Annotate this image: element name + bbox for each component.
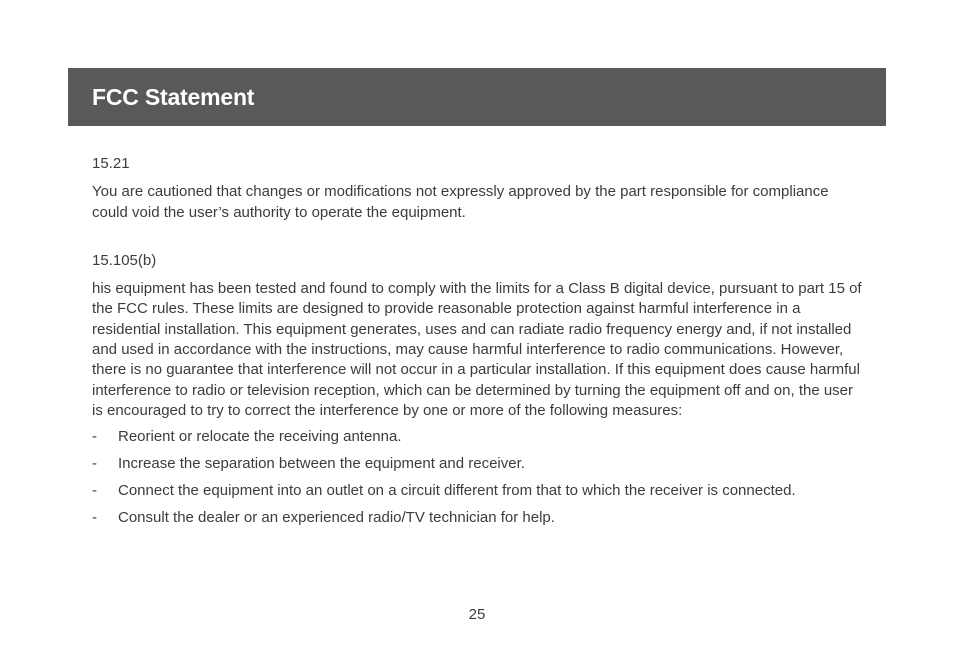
bullet-dash: - [92,428,97,446]
bullet-dash: - [92,455,97,473]
section-paragraph: his equipment has been tested and found to comply with the limits for a Class B digital device, pursuant to part 15 of the FCC rules. These limits are designed to provide reasonable protection against harmful interference in a residential installation. This equipment generates, uses and can radiate radio frequency energy and, if not installed and used in accordance with the instructions, may cause harmful interference to radio communications. However, there is no guarantee that interference will not occur in a particular installation. If this equipment does cause harmful interference to radio or television reception, which can be determined by turning the equipment off and on, the user is encouraged to try to correct the interference by one or more of the following measures: [92,280,862,419]
header-bar [68,68,886,126]
page-title: FCC Statement [92,84,255,110]
list-item-text: Increase the separation between the equipment and receiver. [118,455,525,473]
section-15-105b [92,251,862,529]
list-item [92,427,862,447]
list-item [92,508,862,528]
list-item-text: Connect the equipment into an outlet on a circuit different from that to which the receiver is connected. [118,482,796,500]
list-item [92,481,862,501]
bullet-dash: - [92,482,97,500]
list-item-text: Reorient or relocate the receiving antenna. [118,428,402,446]
list-item-text: Consult the dealer or an experienced radio/TV technician for help. [118,509,555,527]
page-number: 25 [468,606,486,623]
measures-list [92,427,862,528]
list-item [92,454,862,474]
section-paragraph: You are cautioned that changes or modifications not expressly approved by the part responsible for compliance could void the user’s authority to operate the equipment. [92,183,829,221]
section-15-21 [92,154,862,223]
section-number: 15.105(b) [92,251,157,269]
content-area [92,154,862,535]
bullet-dash: - [92,509,97,527]
section-number: 15.21 [92,155,130,172]
